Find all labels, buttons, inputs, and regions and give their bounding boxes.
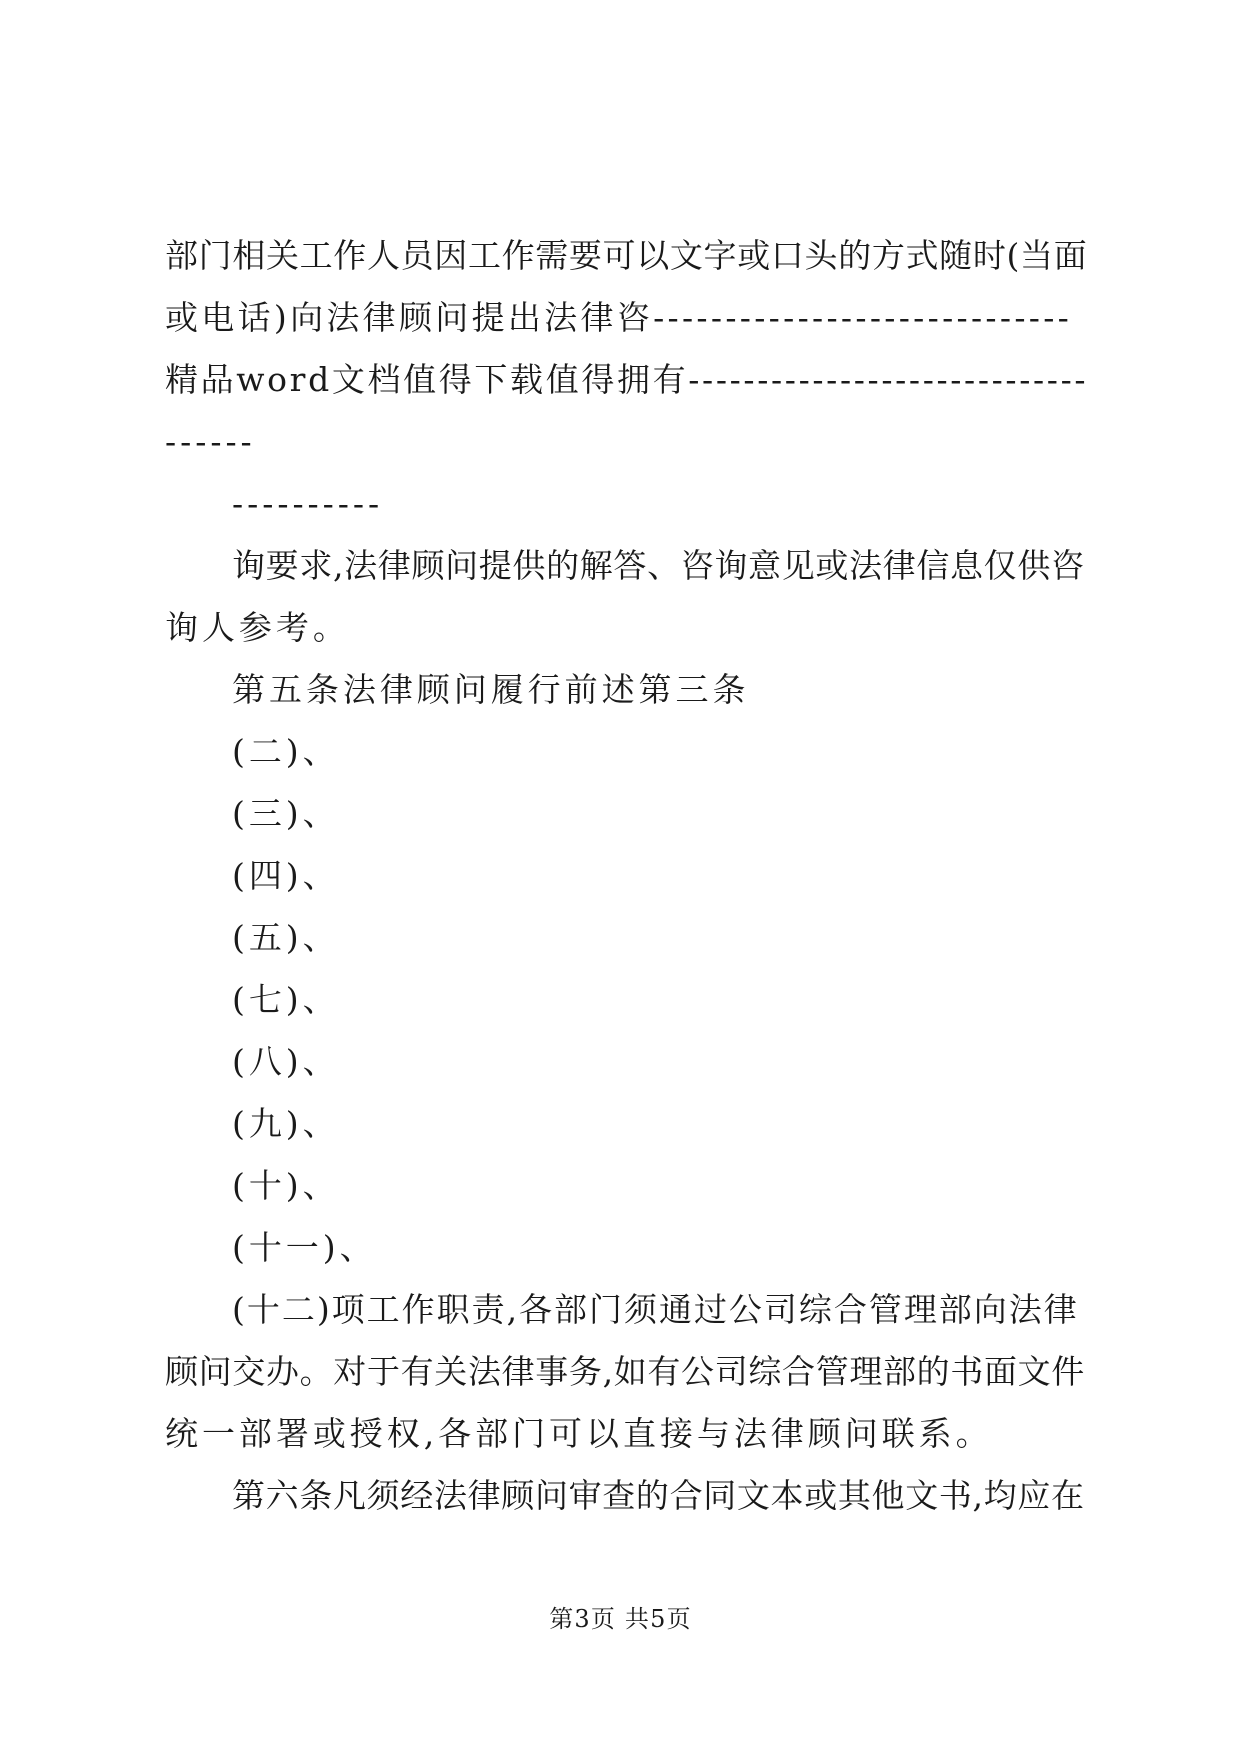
list-item: (三)、 [232, 794, 340, 833]
list-item: (八)、 [232, 1042, 340, 1081]
text-line: 第六条凡须经法律顾问审查的合同文本或其他文书,均应在 [232, 1476, 1085, 1515]
text-line: 统一部署或授权,各部门可以直接与法律顾问联系。 [165, 1414, 993, 1453]
text-line: (十二)项工作职责,各部门须通过公司综合管理部向法律 [232, 1290, 1079, 1329]
list-item: (四)、 [232, 856, 340, 895]
text-line: 询人参考。 [165, 608, 350, 647]
list-item: (十)、 [232, 1166, 340, 1205]
text-line: ------ [165, 422, 256, 461]
text-line: 顾问交办。对于有关法律事务,如有公司综合管理部的书面文件 [165, 1352, 1085, 1391]
page-footer: 第3页 共5页 [549, 1605, 692, 1633]
text-line: 或电话)向法律顾问提出法律咨----------------------------- [165, 298, 1073, 337]
text-line: ---------- [232, 484, 384, 523]
text-line: 精品word文档值得下载值得拥有----------------------------- [165, 360, 1089, 399]
list-item: (十一)、 [232, 1228, 377, 1267]
text-line: 部门相关工作人员因工作需要可以文字或口头的方式随时(当面 [165, 236, 1088, 275]
list-item: (七)、 [232, 980, 340, 1019]
list-item: (二)、 [232, 732, 340, 771]
text-line: 第五条法律顾问履行前述第三条 [232, 670, 750, 709]
list-item: (九)、 [232, 1104, 340, 1143]
text-line: 询要求,法律顾问提供的解答、咨询意见或法律信息仅供咨 [232, 546, 1085, 585]
list-item: (五)、 [232, 918, 340, 957]
